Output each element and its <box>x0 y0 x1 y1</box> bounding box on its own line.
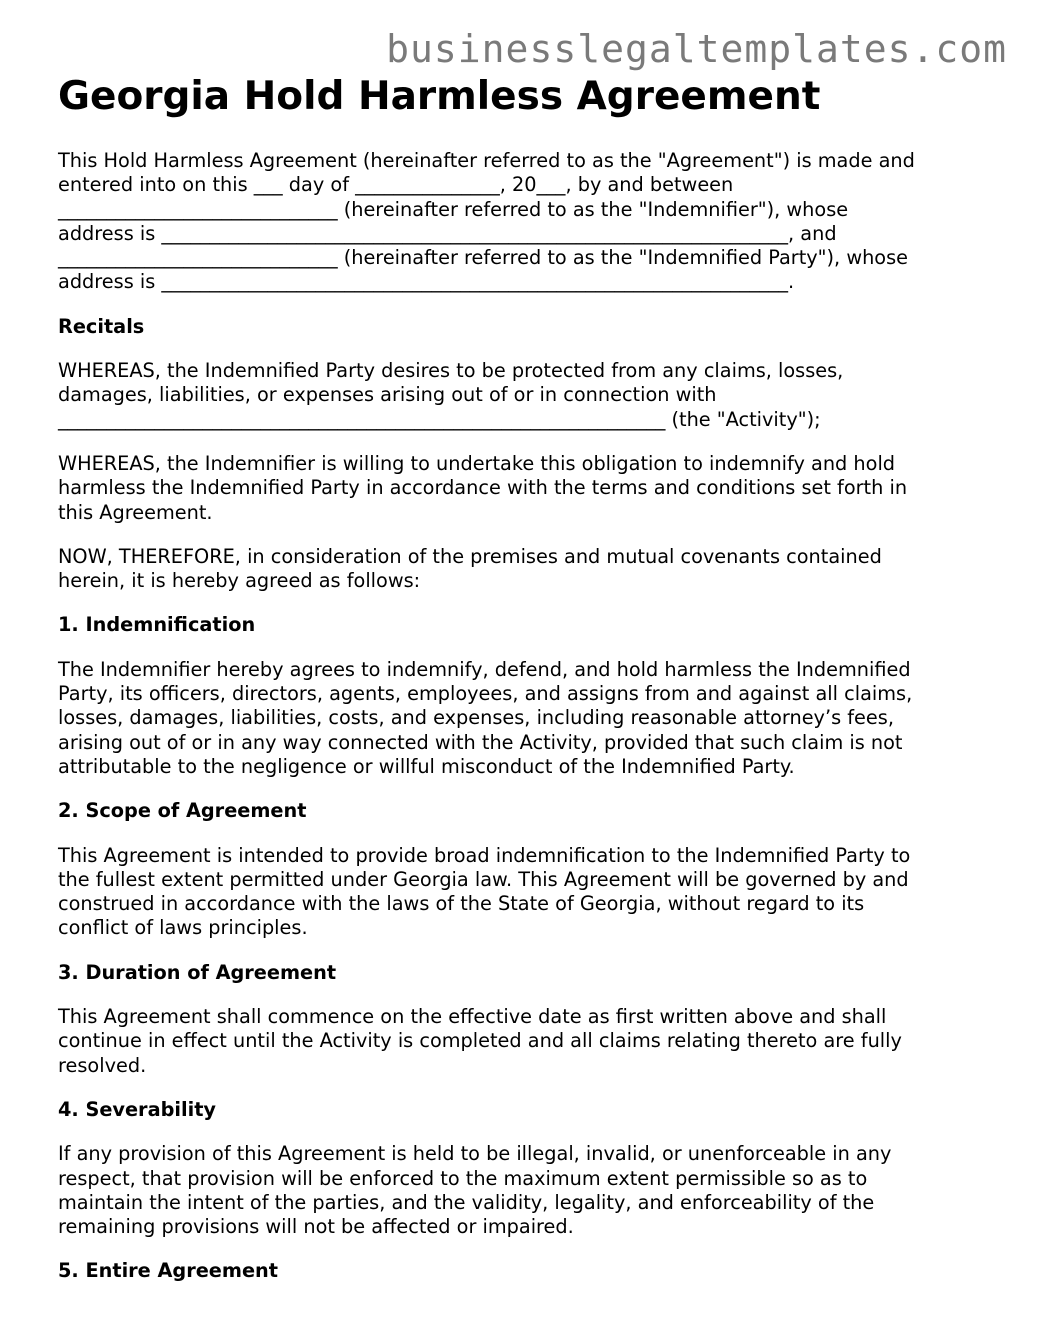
paragraph-line: If any provision of this Agreement is held to be illegal, invalid, or unenforceable in any <box>58 1142 892 1166</box>
paragraph-line: continue in effect until the Activity is completed and all claims relating thereto are fully <box>58 1029 902 1053</box>
document-body <box>58 149 988 1304</box>
paragraph-line: this Agreement. <box>58 500 213 524</box>
paragraph-line: conflict of laws principles. <box>58 916 308 940</box>
paragraph-line: losses, damages, liabilities, costs, and expenses, including reasonable attorney’s fees, <box>58 706 894 730</box>
paragraph-line: This Agreement is intended to provide broad indemnification to the Indemnified Party to <box>58 843 911 867</box>
paragraph-line: maintain the intent of the parties, and the validity, legality, and enforceability of the <box>58 1190 875 1214</box>
watermark: businesslegaltemplates.com <box>386 27 1007 71</box>
section-heading-entire-agreement: 5. Entire Agreement <box>58 1259 278 1283</box>
intro-line: address is _________________________________________________________________, and <box>58 221 837 245</box>
paragraph-line: attributable to the negligence or willful misconduct of the Indemnified Party. <box>58 754 795 778</box>
whereas-paragraph-2 <box>58 452 988 525</box>
paragraph-line: harmless the Indemnified Party in accordance with the terms and conditions set forth in <box>58 476 908 500</box>
paragraph-line: _______________________________________________________________ (the "Activity"); <box>58 407 821 431</box>
paragraph-line: The Indemnifier hereby agrees to indemnify, defend, and hold harmless the Indemnified <box>58 657 911 681</box>
section-body-scope <box>58 844 988 941</box>
paragraph-line: arising out of or in any way connected with the Activity, provided that such claim is not <box>58 730 903 754</box>
intro-line: _____________________________ (hereinafter referred to as the "Indemnifier"), whose <box>58 197 849 221</box>
section-body-severability <box>58 1142 988 1239</box>
intro-line: address is _________________________________________________________________. <box>58 270 795 294</box>
paragraph-line: herein, it is hereby agreed as follows: <box>58 569 421 593</box>
paragraph-line: damages, liabilities, or expenses arising out of or in connection with <box>58 383 717 407</box>
intro-line: This Hold Harmless Agreement (hereinafter referred to as the "Agreement") is made and <box>58 149 915 172</box>
paragraph-line: This Agreement shall commence on the effective date as first written above and shall <box>58 1005 887 1029</box>
paragraph-line: WHEREAS, the Indemnifier is willing to undertake this obligation to indemnify and hold <box>58 451 896 475</box>
paragraph-line: resolved. <box>58 1053 147 1077</box>
paragraph-line: Party, its officers, directors, agents, employees, and assigns from and against all claims, <box>58 682 913 706</box>
paragraph-line: remaining provisions will not be affected or impaired. <box>58 1215 574 1239</box>
document-title: Georgia Hold Harmless Agreement <box>58 74 821 119</box>
section-body-indemnification <box>58 658 988 779</box>
intro-line: _____________________________ (hereinafter referred to as the "Indemnified Party"), whose <box>58 246 909 270</box>
now-therefore-paragraph <box>58 545 988 594</box>
intro-line: entered into on this ___ day of _______________, 20___, by and between <box>58 173 734 197</box>
section-heading-scope: 2. Scope of Agreement <box>58 799 307 823</box>
paragraph-line: NOW, THEREFORE, in consideration of the premises and mutual covenants contained <box>58 544 882 568</box>
section-body-duration <box>58 1005 988 1078</box>
paragraph-line: respect, that provision will be enforced to the maximum extent permissible so as to <box>58 1166 868 1190</box>
section-heading-indemnification: 1. Indemnification <box>58 613 256 637</box>
paragraph-line: WHEREAS, the Indemnified Party desires to be protected from any claims, losses, <box>58 359 844 383</box>
paragraph-line: construed in accordance with the laws of the State of Georgia, without regard to its <box>58 892 865 916</box>
section-heading-duration: 3. Duration of Agreement <box>58 960 337 984</box>
whereas-paragraph-1 <box>58 359 988 432</box>
paragraph-line: the fullest extent permitted under Georgia law. This Agreement will be governed by and <box>58 867 909 891</box>
intro-paragraph <box>58 149 988 295</box>
recitals-heading: Recitals <box>58 314 145 338</box>
section-heading-severability: 4. Severability <box>58 1097 216 1121</box>
